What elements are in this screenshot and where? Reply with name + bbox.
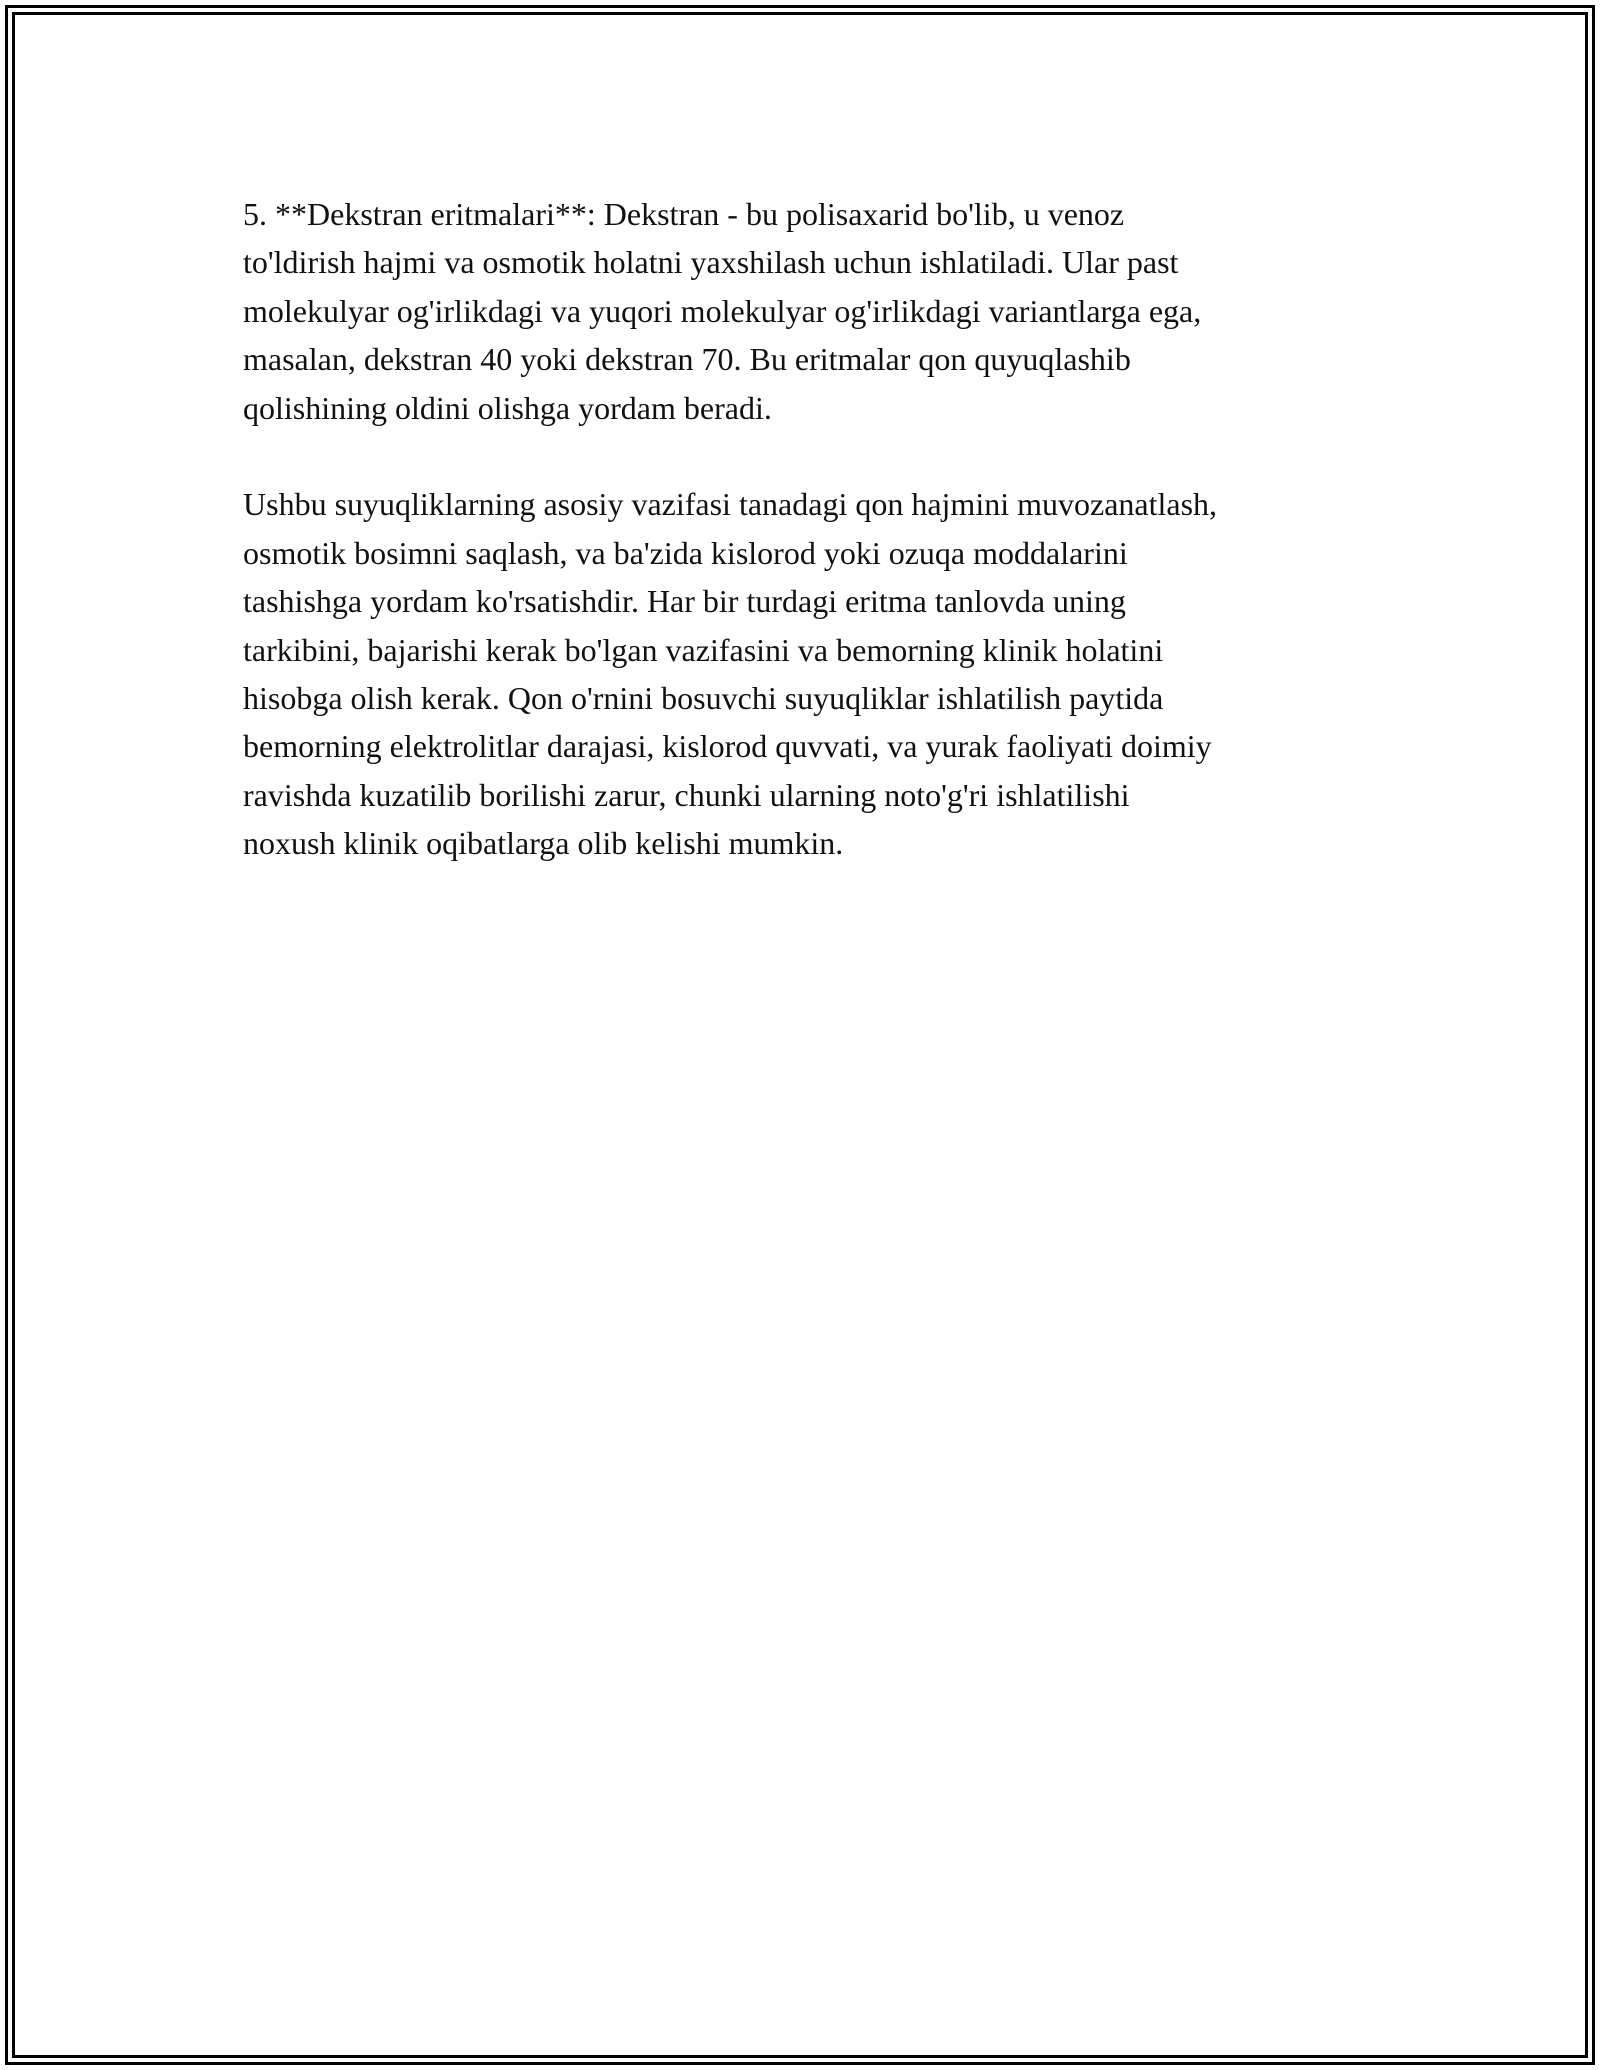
- document-body: [243, 190, 1383, 916]
- page-border: [5, 5, 1595, 2065]
- paragraph-summary: Ushbu suyuqliklarning asosiy vazifasi tanadagi qon hajmini muvozanatlash, osmotik bosimni saqlash, va ba'zida kislorod yoki ozuqa moddalarini tashishga yordam ko'rsatishdir. Har bir turdagi eritma tanlovda uning tarkibini, bajarishi kerak bo'lgan vazifasini va bemorning klinik holatini hisobga olish kerak. Qon o'rnini bosuvchi suyuqliklar ishlatilish paytida bemorning elektrolitlar darajasi, kislorod quvvati, va yurak faoliyati doimiy ravishda kuzatilib borilishi zarur, chunki ularning noto'g'ri ishlatilishi noxush klinik oqibatlarga olib kelishi mumkin.: [243, 486, 1218, 862]
- paragraph-dekstran: 5. **Dekstran eritmalari**: Dekstran - bu polisaxarid bo'lib, u venoz to'ldirish hajmi va osmotik holatni yaxshilash uchun ishlatiladi. Ular past molekulyar og'irlikdagi va yuqori molekulyar og'irlikdagi variantlarga ega, masalan, dekstran 40 yoki dekstran 70. Bu eritmalar qon quyuqlashib qolishining oldini olishga yordam beradi.: [243, 196, 1202, 426]
